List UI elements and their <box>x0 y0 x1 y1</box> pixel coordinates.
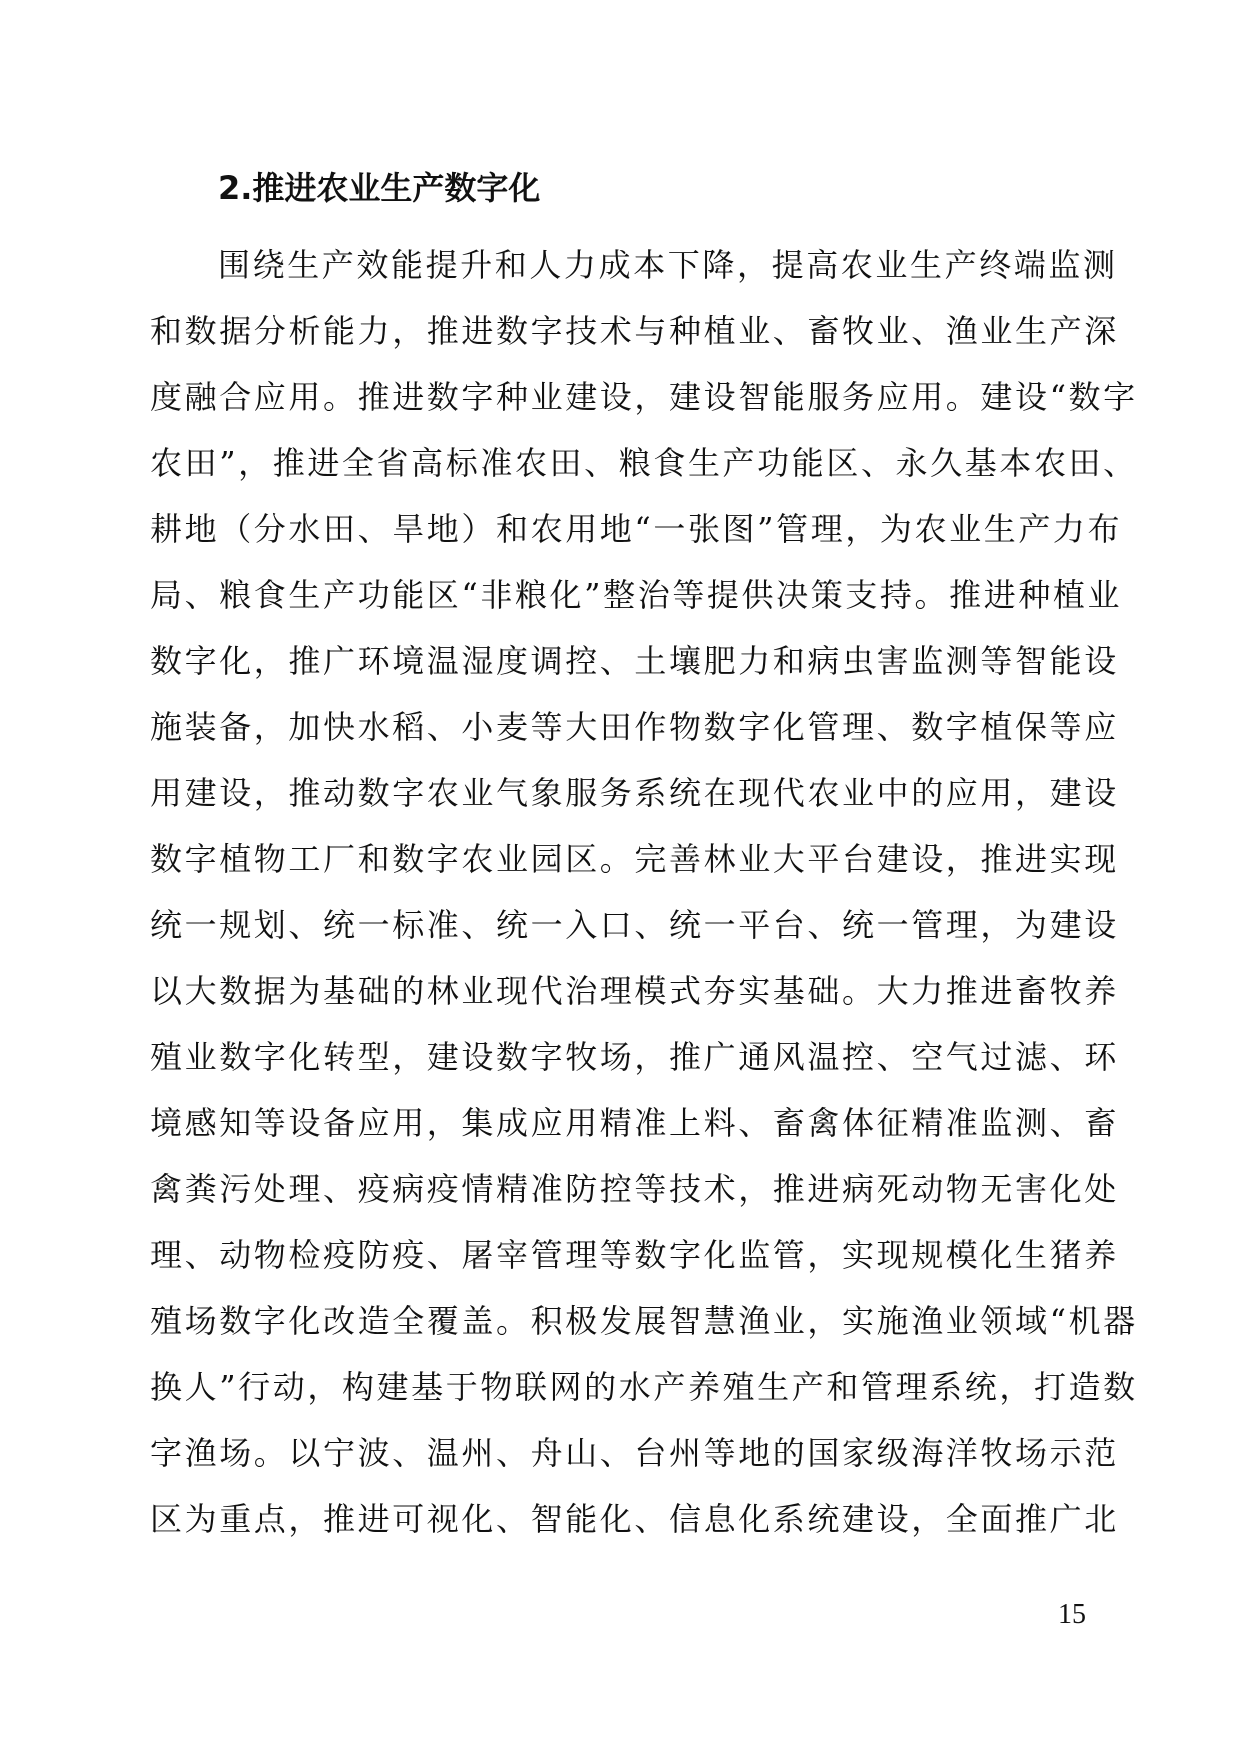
paragraph-line: 以大数据为基础的林业现代治理模式夯实基础。大力推进畜牧养 <box>150 972 1119 1010</box>
paragraph-line: 数字化，推广环境温湿度调控、土壤肥力和病虫害监测等智能设 <box>150 642 1119 680</box>
paragraph-line: 施装备，加快水稻、小麦等大田作物数字化管理、数字植保等应 <box>150 708 1119 746</box>
page-number: 15 <box>1058 1599 1086 1630</box>
paragraph-line: 耕地（分水田、旱地）和农用地“一张图”管理，为农业生产力布 <box>150 510 1123 548</box>
paragraph-line: 围绕生产效能提升和人力成本下降，提高农业生产终端监测 <box>218 246 1118 284</box>
paragraph-line: 局、粮食生产功能区“非粮化”整治等提供决策支持。推进种植业 <box>150 576 1123 614</box>
paragraph-line: 用建设，推动数字农业气象服务系统在现代农业中的应用，建设 <box>150 774 1119 812</box>
paragraph-line: 殖场数字化改造全覆盖。积极发展智慧渔业，实施渔业领域“机器 <box>150 1302 1138 1340</box>
paragraph-line: 禽粪污处理、疫病疫情精准防控等技术，推进病死动物无害化处 <box>150 1170 1119 1208</box>
paragraph-line: 数字植物工厂和数字农业园区。完善林业大平台建设，推进实现 <box>150 840 1119 878</box>
paragraph-line: 殖业数字化转型，建设数字牧场，推广通风温控、空气过滤、环 <box>150 1038 1119 1076</box>
body-paragraph <box>150 232 1138 1552</box>
paragraph-line: 境感知等设备应用，集成应用精准上料、畜禽体征精准监测、畜 <box>150 1104 1119 1142</box>
paragraph-line: 度融合应用。推进数字种业建设，建设智能服务应用。建设“数字 <box>150 378 1138 416</box>
paragraph-line: 理、动物检疫防疫、屠宰管理等数字化监管，实现规模化生猪养 <box>150 1236 1119 1274</box>
section-heading: 2.推进农业生产数字化 <box>218 169 541 207</box>
paragraph-line: 农田”，推进全省高标准农田、粮食生产功能区、永久基本农田、 <box>150 444 1138 482</box>
paragraph-line: 换人”行动，构建基于物联网的水产养殖生产和管理系统，打造数 <box>150 1368 1138 1406</box>
paragraph-line: 和数据分析能力，推进数字技术与种植业、畜牧业、渔业生产深 <box>150 312 1119 350</box>
paragraph-line: 区为重点，推进可视化、智能化、信息化系统建设，全面推广北 <box>150 1500 1119 1538</box>
paragraph-line: 字渔场。以宁波、温州、舟山、台州等地的国家级海洋牧场示范 <box>150 1434 1119 1472</box>
paragraph-line: 统一规划、统一标准、统一入口、统一平台、统一管理，为建设 <box>150 906 1119 944</box>
